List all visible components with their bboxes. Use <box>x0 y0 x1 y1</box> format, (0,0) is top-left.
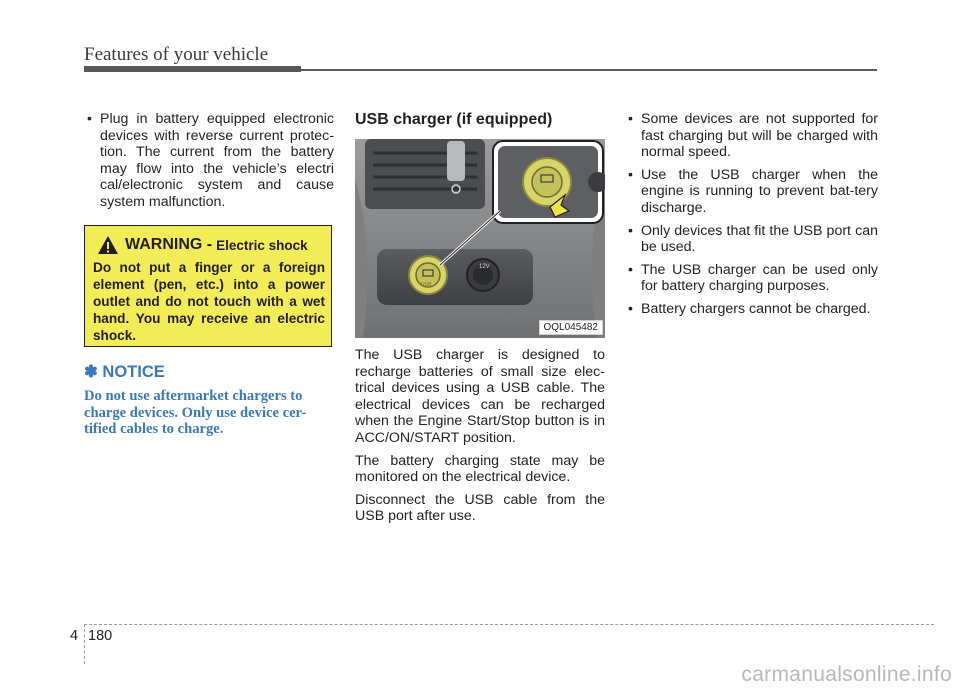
figure-code: OQL045482 <box>539 320 604 335</box>
warning-triangle-icon <box>97 235 119 255</box>
outlet-label-12v: 12V <box>479 264 490 270</box>
paragraph-charging-state: The battery charging state may be monitored on the electrical device. <box>355 452 605 486</box>
watermark: carmanualsonline.info <box>741 663 952 686</box>
console-illustration <box>355 139 605 338</box>
paragraph-disconnect: Disconnect the USB cable from the USB port after use. <box>355 491 605 525</box>
usb-charger-body <box>355 347 605 531</box>
usb-port-label: USB <box>421 282 432 288</box>
warning-subtitle: Electric shock <box>216 237 308 253</box>
chapter-number: 4 <box>70 628 79 644</box>
header-rule-thick <box>84 66 301 72</box>
warning-body: Do not put a finger or a foreign element (pen, etc.) into a power outlet and do not touch with a wet hand. You may receive an electric shock. <box>93 260 325 343</box>
header-rule-thin <box>301 69 877 71</box>
usb-charger-figure <box>355 139 605 338</box>
column-right <box>625 111 878 324</box>
column-left <box>84 111 334 217</box>
bullet-battery-chargers: • Battery chargers cannot be charged. <box>625 301 878 318</box>
warning-box <box>84 225 332 347</box>
footer-divider <box>84 624 85 664</box>
bullet-fast-charging: • Some devices are not supported for fast charging but will be charged with normal speed. <box>625 111 878 161</box>
page-number: 180 <box>88 628 113 644</box>
bullet-reverse-current: • Plug in battery equipped electronic devices with reverse current protec-tion. The current from the battery may flow into the vehicle’s electri cal/electronic system and cause system malfunction. <box>84 111 334 211</box>
page-header-title: Features of your vehicle <box>84 44 269 65</box>
warning-title-row <box>97 235 308 255</box>
bullet-charging-only: • The USB charger can be used only for battery charging purposes. <box>625 262 878 295</box>
notice-body: Do not use aftermarket chargers to charge devices. Only use device cer-tified cables to charge. <box>84 388 307 437</box>
footer-rule <box>84 624 934 625</box>
bullet-engine-running: • Use the USB charger when the engine is running to prevent bat-tery discharge. <box>625 167 878 217</box>
warning-label: WARNING - <box>125 236 213 253</box>
section-title-usb-charger: USB charger (if equipped) <box>355 111 553 128</box>
bullet-fit-port: • Only devices that fit the USB port can be used. <box>625 223 878 256</box>
paragraph-usb-purpose: The USB charger is designed to recharge batteries of small size elec-trical devices using a USB cable. The electrical devices can be recharged when the Engine Start/Stop button is in ACC/ON/START position. <box>355 347 605 446</box>
notice-title: ✽ NOTICE <box>84 363 165 381</box>
